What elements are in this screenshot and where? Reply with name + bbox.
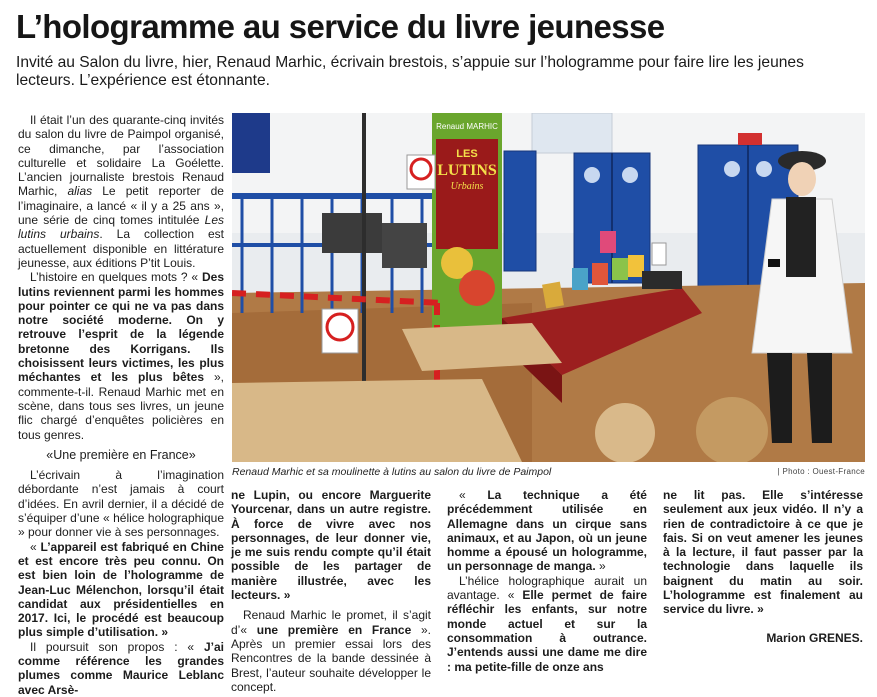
text: Le petit reporter de l’imaginaire, a lancé « il y a 25 ans », une série de cinq tomes intitulée — [18, 184, 224, 228]
article-column-3 — [447, 488, 647, 674]
article-photo — [232, 113, 865, 462]
quote-bold: Elle permet de faire réfléchir les enfants, sur notre monde actuel et sur la consommation à outrance. J’entends aussi une dame me dire : ma petite-fille de onze ans — [447, 588, 647, 674]
quote-bold: La technique a été précédemment utilisée en Allemagne dans un cirque sans animaux, et au Japon, où un jeune homme a épousé un hologramme, un personnage de manga. — [447, 488, 647, 574]
text: », commente-t-il. Renaud Marhic met en scène, dans tous ses livres, un jeune flic chargé d’enquêtes policières en tous genres. — [18, 370, 224, 442]
text: » — [595, 559, 606, 574]
text: L’histoire en quelques mots ? « — [30, 270, 202, 285]
banner-title: LUTINS — [437, 162, 497, 179]
quote-bold: Des lutins reviennent parmi les hommes pour pointer ce qui ne va pas dans notre société moderne. On y retrouve l’esprit de la légende bretonne des Korrigans. Ils choisissent leurs victimes, les plus méchantes et les plus bêtes — [18, 270, 224, 385]
paragraph — [447, 488, 647, 574]
text: L’hélice holographique aurait un avantage. « — [447, 573, 647, 603]
quote-bold: ne lit pas. Elle s’intéresse seulement aux jeux vidéo. Il n’y a rien de contradictoire à ce que je fais. Si on veut amener les jeunes à la lecture, il faut passer par la technologie dans laquelle ils baignent du matin au soir. L’hologramme est finalement au service du livre. — [663, 488, 863, 617]
text: Renaud Marhic le promet, il s’agit d’« — [231, 608, 431, 637]
quote-bold: » — [280, 588, 291, 603]
text: « — [459, 488, 488, 502]
quote-bold: ne Lupin, ou encore Marguerite Yourcenar, dans un autre registre. À force de vivre avec nos personnages, de leur donner vie, je me suis rendu compte qu’il était possible de les partager de manière illustrée, avec les lecteurs. — [231, 488, 431, 603]
paragraph: L’écrivain à l’imagination débordante n’est jamais à court d’idées. En avril dernier, il a décidé de s’équiper d’une « hélice holographique » pour donner vie à ses personnages. — [18, 468, 224, 540]
banner-author: Renaud MARHIC — [436, 122, 498, 131]
banner-title: Urbains — [450, 181, 484, 192]
paragraph — [18, 270, 224, 442]
photo-credit: | Photo : Ouest-France — [777, 467, 865, 476]
author-signature: Marion GRENES. — [766, 630, 863, 645]
article-column-2 — [231, 488, 431, 694]
photo-illustration — [232, 113, 865, 462]
paragraph — [231, 488, 431, 602]
text: Il poursuit son propos : « — [30, 639, 204, 654]
banner-title: LES — [456, 148, 478, 160]
paragraph — [18, 640, 224, 697]
paragraph — [447, 574, 647, 674]
text: Il était l’un des quarante-cinq invités du salon du livre de Paimpol organisé, ce dimanche, par l’association culturelle et solidaire La Goélette. L’ancien journaliste brestois Renaud Marhic, — [18, 113, 224, 199]
article-column-4 — [663, 488, 863, 645]
text: ». Après un premier essai lors des Rencontres de la bande dessinée à Brest, l’auteur souhaite développer le concept. — [231, 622, 431, 694]
paragraph — [18, 540, 224, 640]
photo-caption — [232, 466, 865, 478]
paragraph — [18, 113, 224, 270]
text: « — [30, 539, 41, 554]
subheading: «Une première en France» — [46, 447, 196, 462]
quote-bold: L’appareil est fabriqué en Chine et est encore très peu connu. On est bien loin de l’hologramme de Jean-Luc Mélenchon, lorsqu’il était candidat aux présidentielles en 2017. Ici, le procédé est beaucoup plus simple — [18, 539, 224, 640]
book-title: Les lutins urbains — [18, 213, 224, 242]
paragraph — [231, 608, 431, 694]
text: . La collection est actuellement disponible en littérature jeunesse, aux éditions P’tit Louis. — [18, 227, 224, 270]
quote-bold: d’utilisation. » — [84, 625, 169, 640]
quote-bold: J’ai comme référence les grandes plumes comme Maurice Leblanc avec Arsè- — [18, 639, 224, 697]
lead-paragraph: Invité au Salon du livre, hier, Renaud Marhic, écrivain brestois, s’appuie sur l’hologramme pour faire lire les jeunes lecteurs. L’expérience est étonnante. — [16, 54, 804, 89]
article-column-1 — [18, 113, 224, 697]
headline: L’hologramme au service du livre jeunesse — [16, 8, 665, 45]
quote-bold: » — [753, 602, 764, 617]
paragraph — [663, 488, 863, 617]
caption-text: Renaud Marhic et sa moulinette à lutins au salon du livre de Paimpol — [232, 466, 552, 478]
text-italic: alias — [67, 184, 93, 199]
quote-bold: une première en France — [256, 622, 412, 637]
